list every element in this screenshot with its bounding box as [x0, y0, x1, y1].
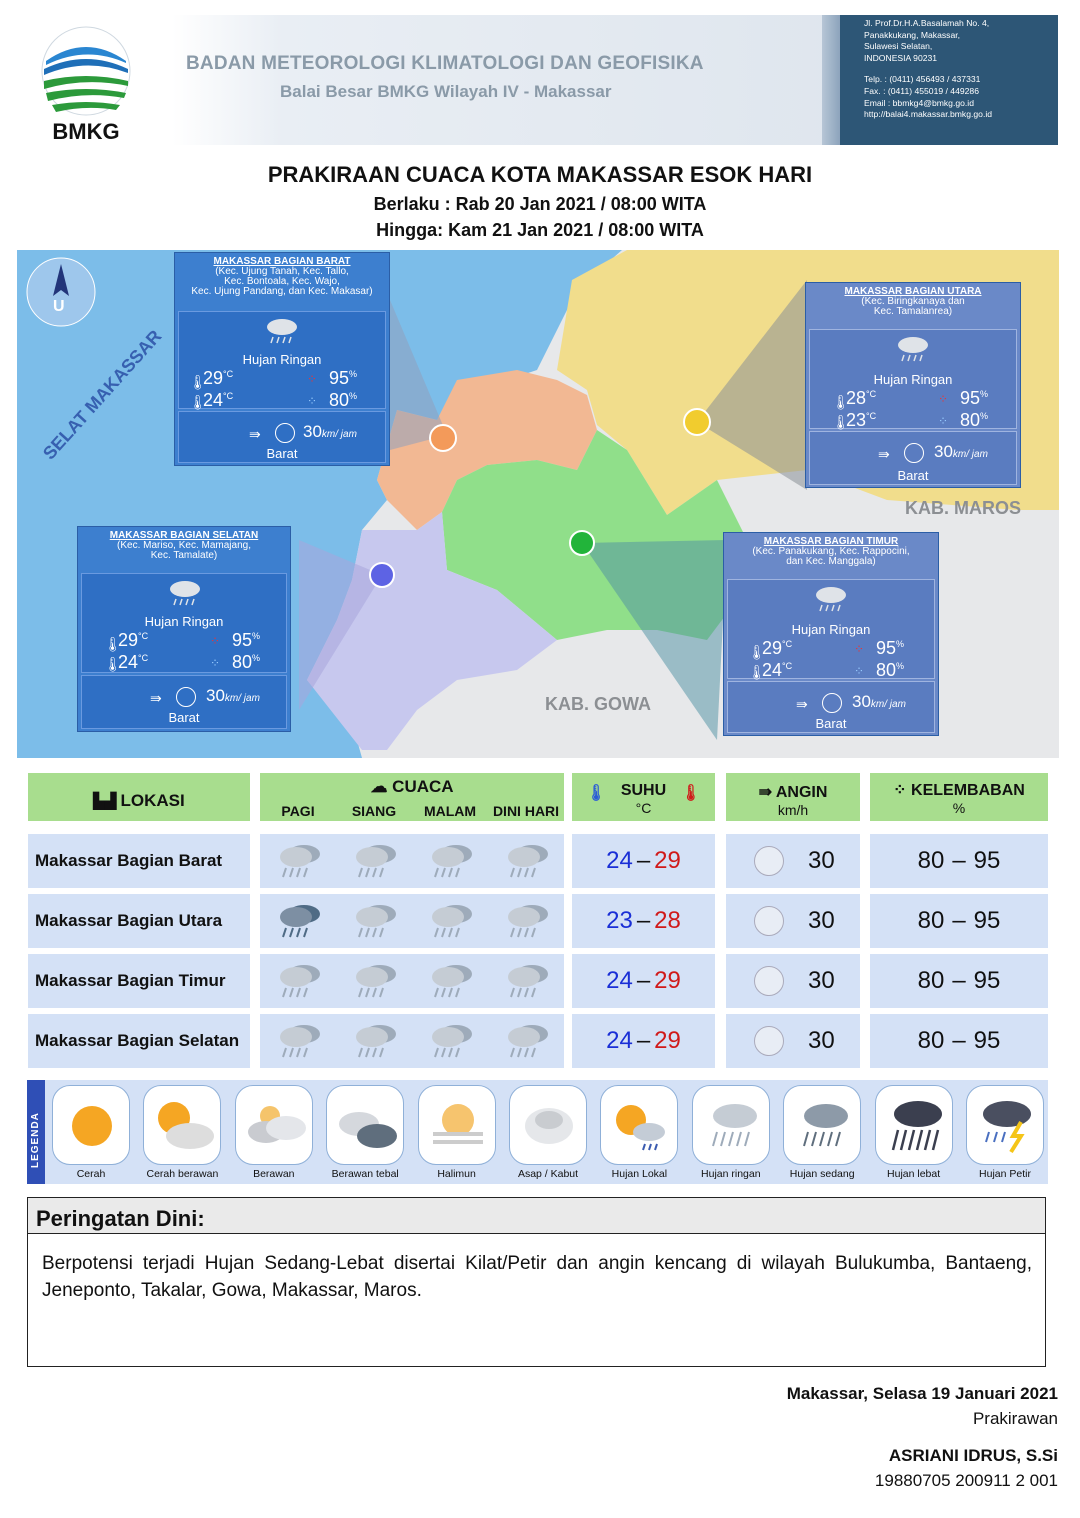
table-row-humidity: 80 – 95 — [870, 894, 1048, 948]
haze-icon — [419, 1086, 497, 1166]
header-suhu: SUHU °C 🌡 🌡 — [572, 773, 715, 821]
address-line: Sulawesi Selatan, — [864, 41, 933, 52]
wind-direction-icon — [754, 846, 784, 876]
light-rain-icon — [352, 840, 400, 882]
humidity-icon: ⁘ — [854, 642, 865, 656]
table-row-wind: 30 — [726, 834, 860, 888]
table-row-wind: 30 — [726, 1014, 860, 1068]
region-districts: dan Kec. Manggala) — [786, 556, 876, 567]
light-rain-icon — [428, 840, 476, 882]
wind-icon: ⇛ — [758, 784, 776, 801]
maros-label: KAB. MAROS — [905, 498, 1021, 518]
warning-text: Berpotensi terjadi Hujan Sedang-Lebat disertai Kilat/Petir dan angin kencang di wilayah Bulukumba, Bantaeng, Jeneponto, Takalar, Gowa, Makassar, Maros. — [42, 1253, 1032, 1301]
header-cuaca: ☁ CUACA — [260, 773, 564, 799]
region-card-utara — [805, 282, 1021, 488]
humidity-icon: ⁘ — [210, 634, 221, 648]
region-districts: (Kec. Panakukang, Kec. Rappocini, — [752, 546, 910, 557]
wind-speed: 30km/ jam — [206, 686, 260, 705]
phone: Telp. : (0411) 456493 / 437331 — [864, 74, 981, 85]
table-row-humidity: 80 – 95 — [870, 834, 1048, 888]
table-row-temperature: 24 – 29 — [572, 1014, 715, 1068]
wind-direction-icon — [176, 687, 196, 707]
humidity-min: 80% — [232, 652, 261, 672]
light-rain-icon — [504, 1020, 552, 1062]
region-districts: Kec. Bontoala, Kec. Wajo, — [224, 276, 340, 287]
forecaster-name: ASRIANI IDRUS, S.Si — [888, 1446, 1058, 1465]
wind-direction-icon — [754, 906, 784, 936]
temp-max: $29^{^\circ C}$ — [118, 630, 149, 650]
region-card-barat — [174, 252, 390, 466]
valid-from: Berlaku : Rab 20 Jan 2021 / 08:00 WITA — [373, 194, 707, 214]
table-row-humidity: 80 – 95 — [870, 954, 1048, 1008]
legend-item-overcast — [326, 1085, 404, 1165]
legend-label: Hujan ringan — [701, 1168, 761, 1180]
region-title: MAKASSAR BAGIAN TIMUR — [763, 536, 899, 547]
legend-item-sunny-cloudy — [143, 1085, 221, 1165]
org-name: BADAN METEOROLOGI KLIMATOLOGI DAN GEOFISIKA — [186, 53, 704, 74]
valid-to: Hingga: Kam 21 Jan 2021 / 08:00 WITA — [376, 220, 704, 240]
table-row-humidity: 80 – 95 — [870, 1014, 1048, 1068]
table-row-location: Makassar Bagian Timur — [28, 954, 250, 1008]
heavy-rain-icon — [876, 1086, 954, 1166]
region-title: MAKASSAR BAGIAN UTARA — [844, 286, 982, 297]
temp-min: $23^{^\circ C}$ — [846, 410, 877, 430]
sunny-cloudy-icon — [144, 1086, 222, 1166]
legend-item-thunderstorm — [966, 1085, 1044, 1165]
light-rain-icon — [352, 960, 400, 1002]
forecast-map — [17, 250, 1059, 758]
legend-item-smoke-fog — [509, 1085, 587, 1165]
legend-label: Hujan lebat — [887, 1168, 941, 1180]
org-subtitle: Balai Besar BMKG Wilayah IV - Makassar — [280, 82, 612, 101]
wind-icon: ⇛ — [878, 446, 890, 462]
light-rain-icon — [265, 316, 299, 346]
table-row-location: Makassar Bagian Utara — [28, 894, 250, 948]
legend-item-cloudy — [235, 1085, 313, 1165]
period-siang: SIANG — [336, 799, 412, 821]
humidity-min: 80% — [876, 660, 905, 680]
letterhead — [22, 15, 1058, 145]
period-pagi: PAGI — [260, 799, 336, 821]
region-districts: (Kec. Ujung Tanah, Kec. Tallo, — [215, 266, 349, 277]
temp-min: $24^{^\circ C}$ — [118, 652, 149, 672]
sea-label: SELAT MAKASSAR — [39, 326, 166, 464]
temp-max: $29^{^\circ C}$ — [762, 638, 793, 658]
compass-label: U — [53, 298, 65, 315]
light-rain-icon — [504, 840, 552, 882]
wind-direction: Barat — [266, 446, 298, 461]
overcast-icon — [327, 1086, 405, 1166]
smoke-fog-icon — [510, 1086, 588, 1166]
table-row-location: Makassar Bagian Barat — [28, 834, 250, 888]
thermometer-icon: 🌡 — [104, 636, 122, 652]
legend-label: Halimun — [437, 1168, 476, 1180]
humidity-min: 80% — [329, 390, 358, 410]
humidity-icon: ⁘ — [893, 782, 912, 799]
light-rain-icon — [352, 1020, 400, 1062]
legend-label: Hujan Petir — [979, 1168, 1031, 1180]
address-line: Panakkukang, Makassar, — [864, 29, 961, 40]
partly-cloudy-icon: ☁ — [370, 777, 393, 796]
contact-panel — [840, 15, 1058, 145]
legend-item-heavy-rain — [875, 1085, 953, 1165]
wind-speed: 30km/ jam — [852, 692, 906, 711]
header-lokasi: ▙▟ LOKASI — [28, 773, 250, 821]
place-date: Makassar, Selasa 19 Januari 2021 — [786, 1384, 1058, 1403]
region-districts: Kec. Tamalate) — [150, 550, 218, 561]
period-dini-hari: DINI HARI — [488, 799, 564, 821]
region-districts: (Kec. Mariso, Kec. Mamajang, — [117, 540, 251, 551]
header-kelembaban: ⁘ KELEMBABAN % — [870, 773, 1048, 821]
light-rain-icon — [504, 960, 552, 1002]
legend-item-haze — [418, 1085, 496, 1165]
condition-label: Hujan Ringan — [144, 614, 224, 629]
website: http://balai4.makassar.bmkg.go.id — [864, 109, 993, 120]
humidity-max: 95% — [329, 368, 358, 388]
condition-label: Hujan Ringan — [873, 372, 953, 387]
table-row-temperature: 24 – 29 — [572, 954, 715, 1008]
thermometer-icon: 🌡 — [748, 644, 766, 660]
humidity-icon: ⁘ — [938, 414, 949, 428]
legend-label: Berawan — [253, 1168, 295, 1180]
humidity-icon: ⁘ — [210, 656, 221, 670]
temp-max: $28^{^\circ C}$ — [846, 388, 877, 408]
legend-label: Asap / Kabut — [517, 1168, 579, 1180]
humidity-max: 95% — [960, 388, 989, 408]
light-rain-icon — [428, 960, 476, 1002]
period-malam: MALAM — [412, 799, 488, 821]
humidity-icon: ⁘ — [938, 392, 949, 406]
logo-text: BMKG — [52, 119, 120, 143]
table-row-wind: 30 — [726, 894, 860, 948]
wind-direction: Barat — [815, 716, 847, 731]
legend-label: Cerah berawan — [146, 1168, 219, 1180]
warning-title: Peringatan Dini: — [28, 1198, 1045, 1234]
table-row-location: Makassar Bagian Selatan — [28, 1014, 250, 1068]
legend-item-light-rain — [692, 1085, 770, 1165]
humidity-max: 95% — [876, 638, 905, 658]
wind-icon: ⇛ — [796, 696, 808, 712]
local-rain-icon — [601, 1086, 679, 1166]
fax: Fax. : (0411) 455019 / 449286 — [864, 85, 979, 96]
wind-speed: 30km/ jam — [934, 442, 988, 461]
light-rain-icon — [428, 900, 476, 942]
temp-max: $29^{^\circ C}$ — [203, 368, 234, 388]
condition-label: Hujan Ringan — [242, 352, 322, 367]
light-rain-icon — [352, 900, 400, 942]
region-districts: Kec. Tamalanrea) — [873, 306, 953, 317]
wind-direction-icon — [754, 1026, 784, 1056]
region-title: MAKASSAR BAGIAN BARAT — [213, 256, 351, 267]
wind-direction-icon — [822, 693, 842, 713]
light-rain-icon — [276, 840, 324, 882]
table-row-temperature: 23 – 28 — [572, 894, 715, 948]
thermometer-hot-icon: 🌡 — [680, 785, 701, 802]
light-rain-icon — [814, 584, 848, 614]
address-line: INDONESIA 90231 — [864, 52, 938, 63]
temp-min: $24^{^\circ C}$ — [203, 390, 234, 410]
wind-speed: 30km/ jam — [303, 422, 357, 441]
legend-label: Hujan sedang — [789, 1168, 855, 1180]
wind-direction-icon — [275, 423, 295, 443]
forecaster-role: Prakirawan — [972, 1409, 1058, 1428]
humidity-max: 95% — [232, 630, 261, 650]
region-districts: Kec. Ujung Pandang, dan Kec. Makasar) — [191, 286, 373, 297]
humidity-icon: ⁘ — [307, 394, 318, 408]
address-line: Jl. Prof.Dr.H.A.Basalamah No. 4, — [864, 18, 990, 28]
region-title: MAKASSAR BAGIAN SELATAN — [109, 530, 259, 541]
thermometer-icon: 🌡 — [748, 664, 766, 680]
light-rain-icon — [168, 578, 202, 608]
moderate-rain-icon — [276, 900, 324, 942]
wind-direction-icon — [904, 443, 924, 463]
temp-min: $24^{^\circ C}$ — [762, 660, 793, 680]
thermometer-icon: 🌡 — [189, 394, 207, 410]
humidity-min: 80% — [960, 410, 989, 430]
email: Email : bbmkg4@bmkg.go.id — [864, 97, 974, 108]
factory-icon: ▙▟ — [93, 793, 121, 810]
page-title: PRAKIRAAN CUACA KOTA MAKASSAR ESOK HARI — [267, 162, 813, 187]
moderate-rain-icon — [784, 1086, 862, 1166]
legend-item-local-rain — [600, 1085, 678, 1165]
condition-label: Hujan Ringan — [791, 622, 871, 637]
legend-item-sunny — [52, 1085, 130, 1165]
legend-item-moderate-rain — [783, 1085, 861, 1165]
forecaster-nip: 19880705 200911 2 001 — [874, 1471, 1058, 1490]
sunny-icon — [53, 1086, 131, 1166]
thermometer-icon: 🌡 — [832, 414, 850, 430]
light-rain-icon — [276, 1020, 324, 1062]
legend-side-label: LEGENDA — [27, 1080, 45, 1184]
bmkg-logo — [36, 23, 136, 143]
light-rain-icon — [896, 334, 930, 364]
wind-direction: Barat — [897, 468, 929, 483]
wind-icon: ⇛ — [249, 426, 261, 442]
light-rain-icon — [276, 960, 324, 1002]
thermometer-icon: 🌡 — [104, 656, 122, 672]
humidity-icon: ⁘ — [854, 664, 865, 678]
region-card-selatan — [77, 526, 291, 732]
table-row-wind: 30 — [726, 954, 860, 1008]
region-districts: (Kec. Biringkanaya dan — [861, 296, 965, 307]
light-rain-icon — [504, 900, 552, 942]
legend-label: Cerah — [76, 1168, 106, 1180]
header-angin: ⇛ ANGIN km/h — [726, 773, 860, 821]
wind-icon: ⇛ — [150, 690, 162, 706]
letterhead-banner — [22, 15, 840, 145]
region-card-timur — [723, 532, 939, 736]
humidity-icon: ⁘ — [307, 372, 318, 386]
thunderstorm-icon — [967, 1086, 1045, 1166]
thermometer-icon: 🌡 — [189, 374, 207, 390]
wind-direction-icon — [754, 966, 784, 996]
wind-direction: Barat — [168, 710, 200, 725]
light-rain-icon — [428, 1020, 476, 1062]
light-rain-icon — [693, 1086, 771, 1166]
cloudy-icon — [236, 1086, 314, 1166]
gowa-label: KAB. GOWA — [545, 694, 651, 714]
table-row-temperature: 24 – 29 — [572, 834, 715, 888]
legend-label: Hujan Lokal — [611, 1168, 668, 1180]
legend-label: Berawan tebal — [331, 1168, 399, 1180]
thermometer-cold-icon: 🌡 — [586, 785, 607, 802]
thermometer-icon: 🌡 — [832, 394, 850, 410]
